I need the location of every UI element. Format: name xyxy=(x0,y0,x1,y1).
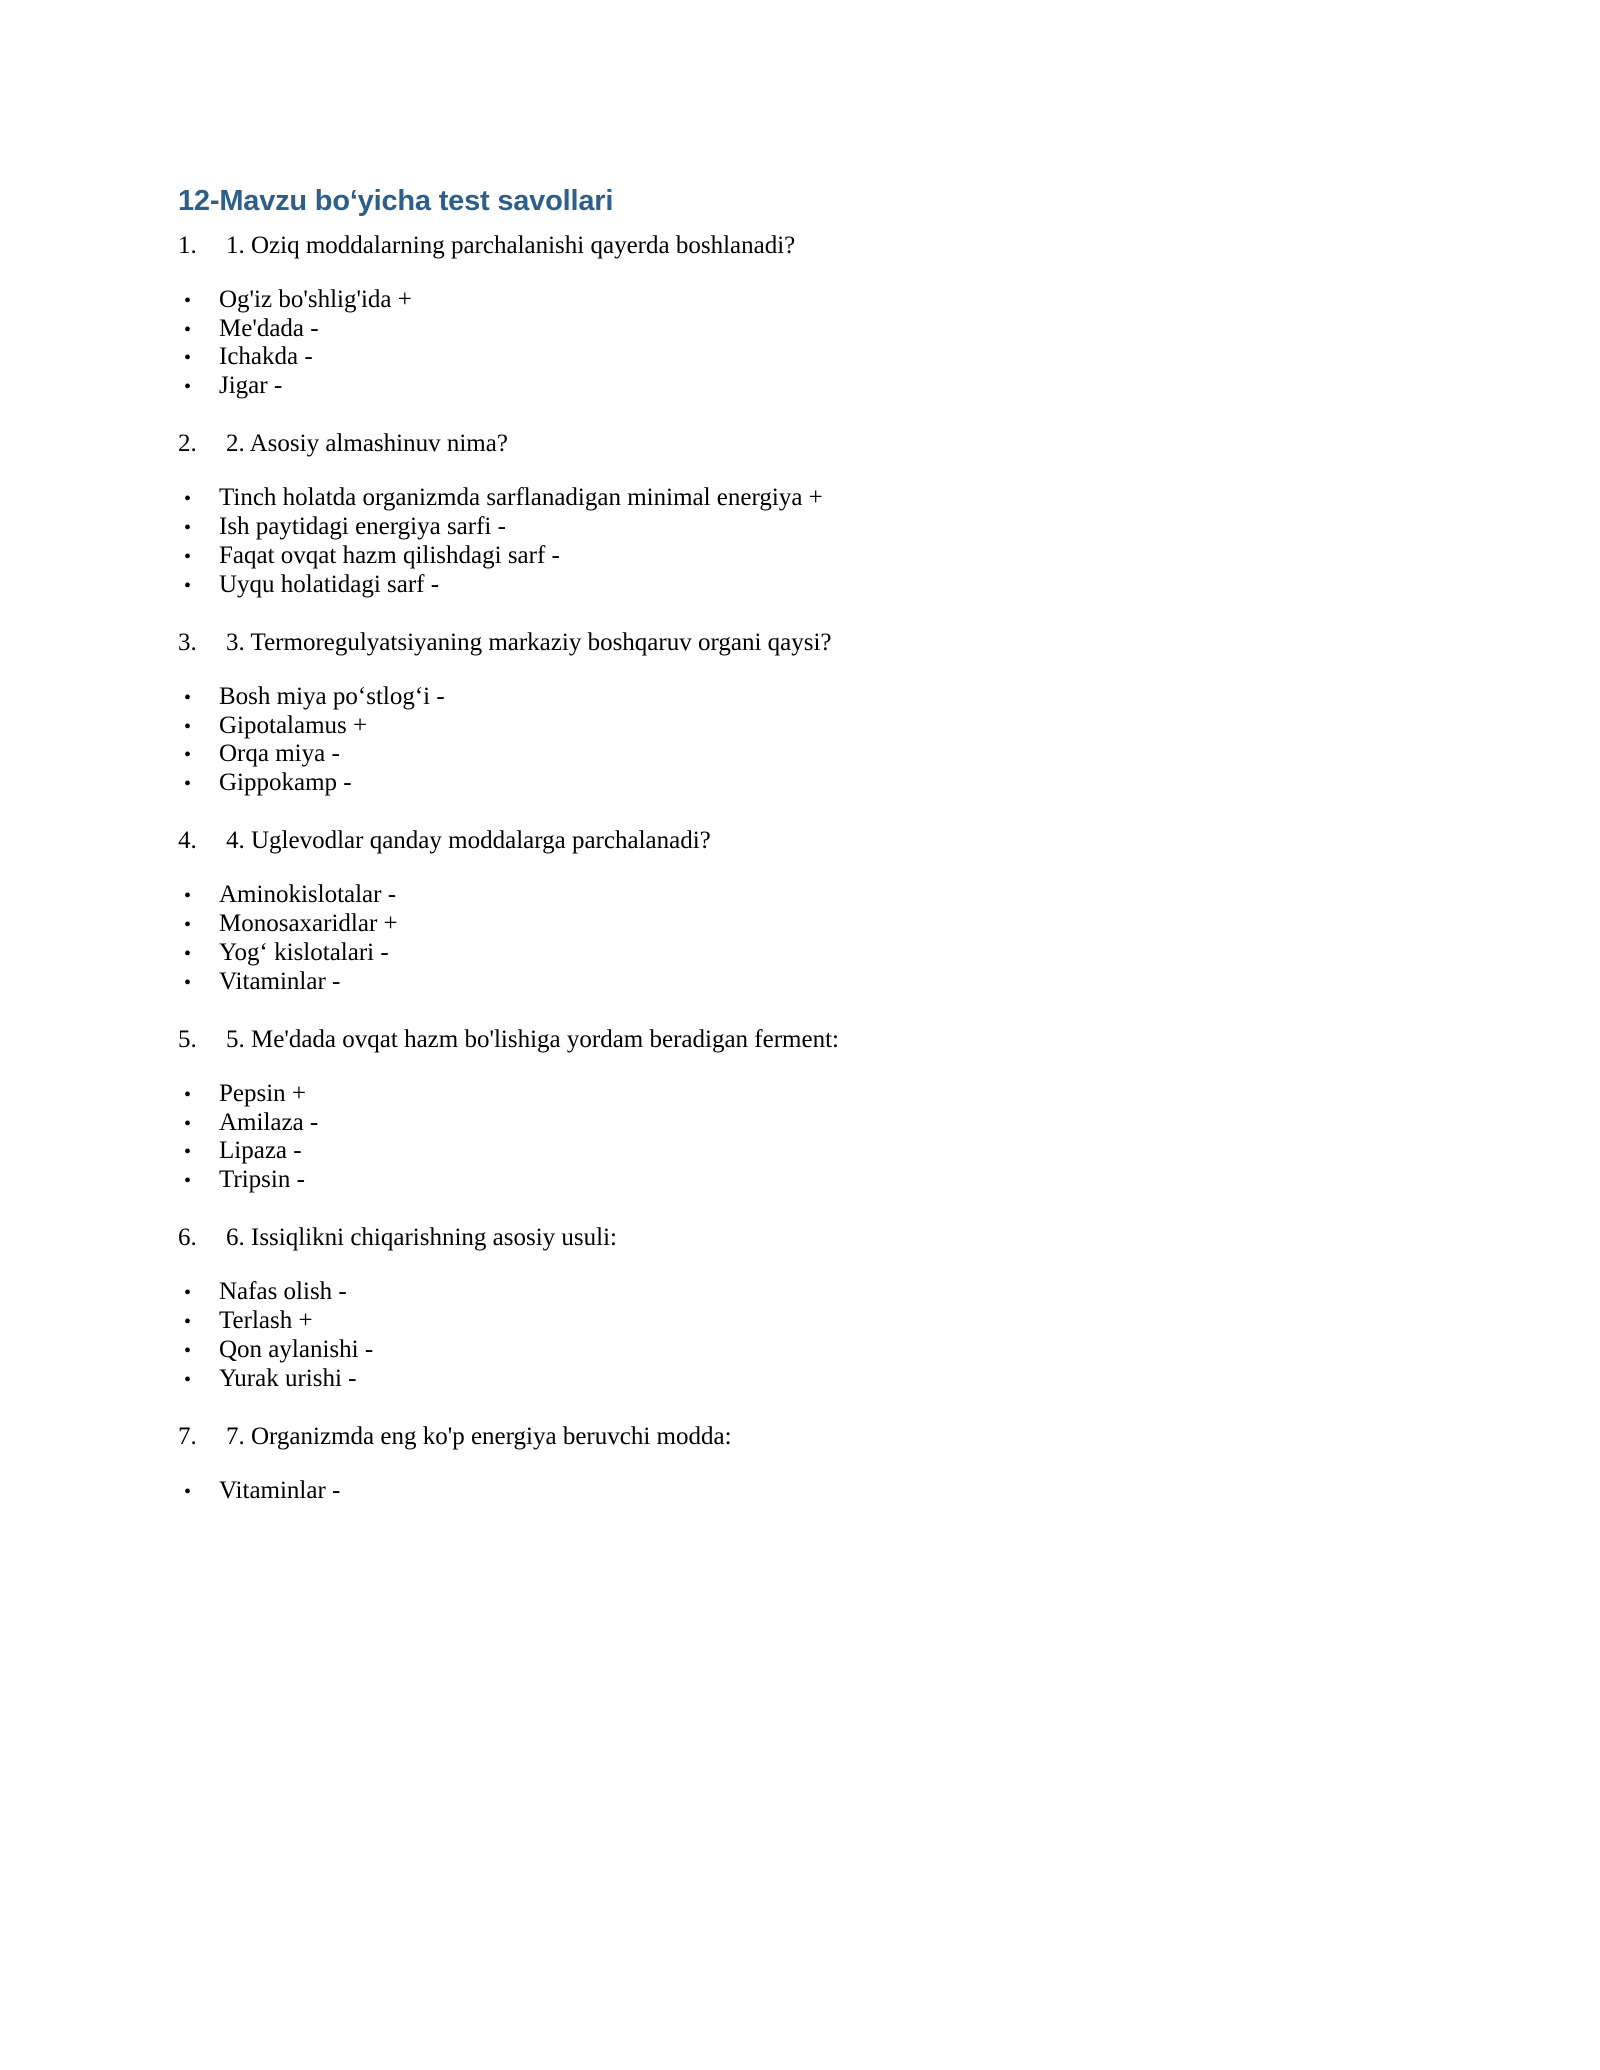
answer-option[interactable] xyxy=(178,571,1428,600)
answer-text: Yurak urishi - xyxy=(219,1364,357,1392)
answer-option[interactable] xyxy=(178,542,1428,571)
answer-option[interactable] xyxy=(178,910,1428,939)
answer-option[interactable] xyxy=(178,1336,1428,1365)
question-row xyxy=(178,1420,1428,1453)
question-row xyxy=(178,1221,1428,1254)
question-row xyxy=(178,1023,1428,1056)
answer-options xyxy=(178,683,1428,799)
answer-text: Orqa miya - xyxy=(219,740,340,768)
question-number: 1. xyxy=(178,231,197,259)
answer-text: Faqat ovqat hazm qilishdagi sarf - xyxy=(219,541,560,569)
bullet-icon: • xyxy=(184,1282,192,1305)
question-text: 5. Me'dada ovqat hazm bo'lishiga yordam beradigan ferment: xyxy=(226,1025,839,1053)
answer-option[interactable] xyxy=(178,315,1428,344)
answer-options xyxy=(178,881,1428,997)
answer-text: Monosaxaridlar + xyxy=(219,910,398,937)
answer-text: Amilaza - xyxy=(219,1108,319,1136)
answer-option[interactable] xyxy=(178,968,1428,997)
answer-option[interactable] xyxy=(178,712,1428,741)
question-block xyxy=(178,824,1428,997)
answer-options xyxy=(178,286,1428,402)
answer-option[interactable] xyxy=(178,286,1428,315)
answer-text: Yog‘ kislotalari - xyxy=(219,938,389,966)
answer-text: Me'dada - xyxy=(219,314,319,342)
answer-text: Ichakda - xyxy=(219,343,313,371)
question-block xyxy=(178,1221,1428,1394)
bullet-icon: • xyxy=(184,885,192,908)
bullet-icon: • xyxy=(184,1170,192,1193)
bullet-icon: • xyxy=(184,773,192,796)
answer-text: Terlash + xyxy=(219,1307,313,1334)
answer-options xyxy=(178,1080,1428,1196)
bullet-icon: • xyxy=(184,376,192,399)
answer-text: Uyqu holatidagi sarf - xyxy=(219,570,440,598)
answer-option[interactable] xyxy=(178,1477,1428,1506)
answer-text: Tripsin - xyxy=(219,1166,305,1194)
question-number: 6. xyxy=(178,1224,197,1252)
answer-text: Jigar - xyxy=(219,372,283,400)
answer-text: Tinch holatda organizmda sarflanadigan minimal energiya + xyxy=(219,484,823,512)
answer-option[interactable] xyxy=(178,1307,1428,1336)
question-number: 2. xyxy=(178,430,197,458)
answer-option[interactable] xyxy=(178,1365,1428,1394)
bullet-icon: • xyxy=(184,318,192,341)
bullet-icon: • xyxy=(184,517,192,539)
answer-option[interactable] xyxy=(178,1137,1428,1166)
question-number: 7. xyxy=(178,1422,197,1450)
question-block xyxy=(178,1023,1428,1196)
question-number: 5. xyxy=(178,1025,197,1053)
question-row xyxy=(178,626,1428,659)
answer-text: Pepsin + xyxy=(219,1079,307,1107)
page-title: 12-Mavzu bo‘yicha test savollari xyxy=(178,185,614,217)
bullet-icon: • xyxy=(184,715,192,738)
question-row xyxy=(178,824,1428,857)
bullet-icon: • xyxy=(184,1368,192,1391)
answer-option[interactable] xyxy=(178,484,1428,513)
bullet-icon: • xyxy=(184,914,192,936)
answer-option[interactable] xyxy=(178,343,1428,372)
question-text: 4. Uglevodlar qanday moddalarga parchalanadi? xyxy=(226,827,711,855)
answer-options xyxy=(178,1477,1428,1506)
bullet-icon: • xyxy=(184,574,192,597)
answer-option[interactable] xyxy=(178,1278,1428,1307)
answer-text: Lipaza - xyxy=(219,1137,302,1165)
bullet-icon: • xyxy=(184,1141,192,1164)
bullet-icon: • xyxy=(184,971,192,994)
bullet-icon: • xyxy=(184,1339,192,1362)
answer-text: Vitaminlar - xyxy=(219,1476,341,1504)
bullet-icon: • xyxy=(184,1311,192,1333)
bullet-icon: • xyxy=(184,942,192,965)
bullet-icon: • xyxy=(184,545,192,568)
answer-text: Gippokamp - xyxy=(219,769,352,797)
bullet-icon: • xyxy=(184,1480,192,1503)
answer-option[interactable] xyxy=(178,939,1428,968)
bullet-icon: • xyxy=(184,488,192,511)
question-block xyxy=(178,1420,1428,1506)
answer-text: Gipotalamus + xyxy=(219,711,368,739)
question-row xyxy=(178,427,1428,460)
question-number: 3. xyxy=(178,628,197,656)
question-list xyxy=(178,229,1428,1506)
answer-text: Bosh miya po‘stlog‘i - xyxy=(219,682,445,710)
answer-option[interactable] xyxy=(178,881,1428,910)
bullet-icon: • xyxy=(184,744,192,767)
bullet-icon: • xyxy=(184,686,192,709)
question-block xyxy=(178,427,1428,600)
answer-option[interactable] xyxy=(178,683,1428,712)
answer-option[interactable] xyxy=(178,1166,1428,1195)
question-text: 1. Oziq moddalarning parchalanishi qayerda boshlanadi? xyxy=(226,231,796,259)
answer-option[interactable] xyxy=(178,513,1428,542)
bullet-icon: • xyxy=(184,347,192,370)
answer-option[interactable] xyxy=(178,372,1428,401)
answer-option[interactable] xyxy=(178,769,1428,798)
answer-options xyxy=(178,484,1428,600)
question-text: 3. Termoregulyatsiyaning markaziy boshqaruv organi qaysi? xyxy=(226,628,832,656)
answer-option[interactable] xyxy=(178,740,1428,769)
answer-text: Nafas olish - xyxy=(219,1278,347,1306)
answer-text: Og'iz bo'shlig'ida + xyxy=(219,285,412,313)
question-text: 2. Asosiy almashinuv nima? xyxy=(226,430,508,458)
question-number: 4. xyxy=(178,827,197,855)
bullet-icon: • xyxy=(184,289,192,312)
answer-option[interactable] xyxy=(178,1109,1428,1138)
question-text: 7. Organizmda eng ko'p energiya beruvchi modda: xyxy=(226,1422,732,1450)
answer-text: Ish paytidagi energiya sarfi - xyxy=(219,513,506,540)
question-text: 6. Issiqlikni chiqarishning asosiy usuli: xyxy=(226,1224,617,1252)
answer-text: Qon aylanishi - xyxy=(219,1335,374,1363)
bullet-icon: • xyxy=(184,1112,192,1135)
document-body xyxy=(178,185,1428,1506)
answer-options xyxy=(178,1278,1428,1394)
answer-text: Aminokislotalar - xyxy=(219,881,397,909)
question-block xyxy=(178,229,1428,402)
question-block xyxy=(178,626,1428,799)
answer-text: Vitaminlar - xyxy=(219,967,341,995)
bullet-icon: • xyxy=(184,1083,192,1106)
answer-option[interactable] xyxy=(178,1080,1428,1109)
question-row xyxy=(178,229,1428,262)
